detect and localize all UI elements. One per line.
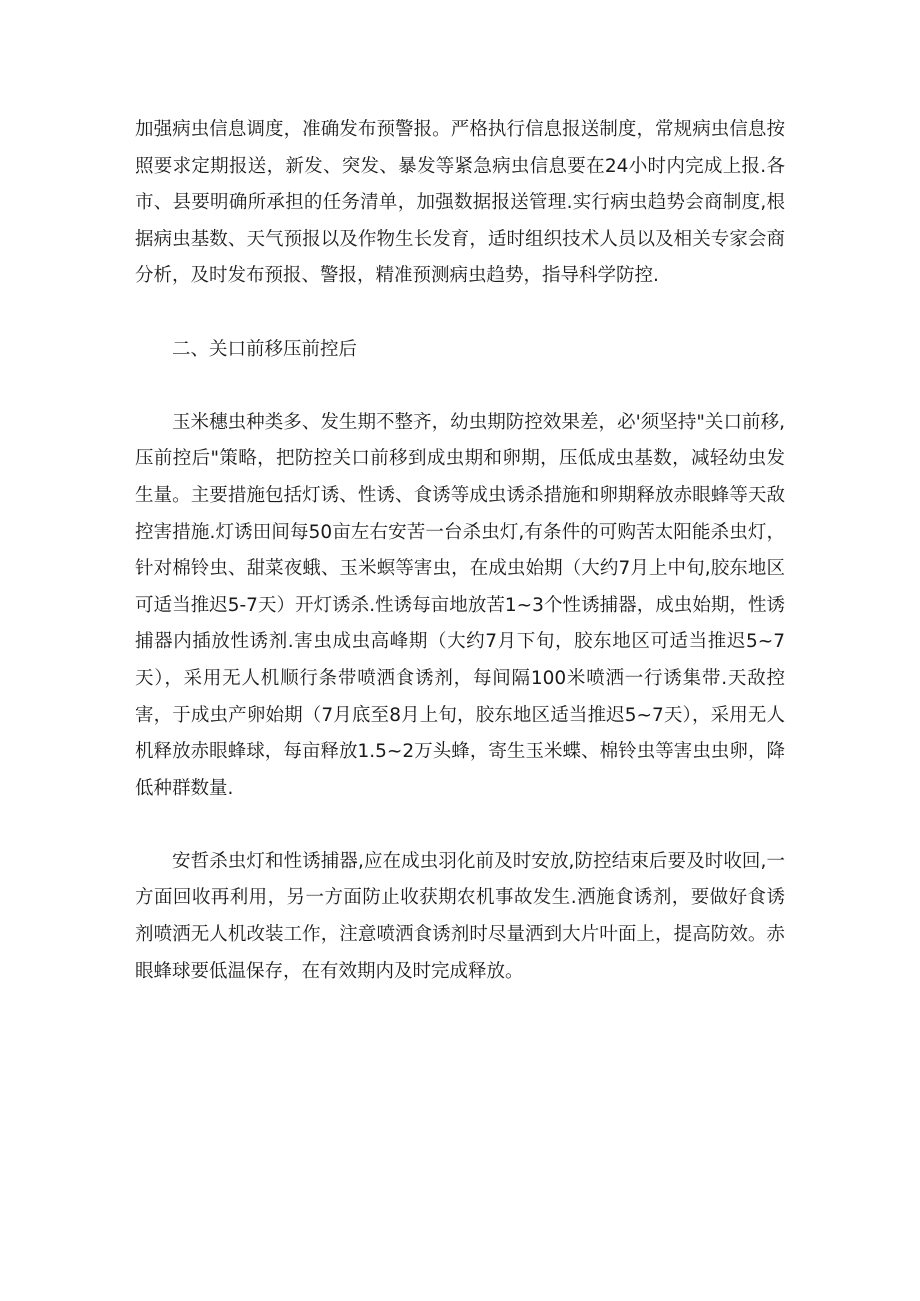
document-body bbox=[135, 112, 785, 990]
paragraph-control-measures: 玉米穗虫种类多、发生期不整齐，幼虫期防控效果差，必'须坚持"关口前移,压前控后"策略，把防控关口前移到成虫期和卵期，压低成虫基数，减轻幼虫发生量。主要措施包括灯诱、性诱、食诱等成虫诱杀措施和卵期释放赤眼蜂等天敌控害措施.灯诱田间每50亩左右安苦一台杀虫灯,有条件的可购苦太阳能杀虫灯，针对棉铃虫、甜菜夜蛾、玉米螟等害虫，在成虫始期（大约7月上中旬,胶东地区可适当推迟5-7天）开灯诱杀.性诱每亩地放苦1~3个性诱捕器，成虫始期，性诱捕器内插放性诱剂.害虫成虫高峰期（大约7月下旬，胶东地区可适当推迟5~7天），采用无人机顺行条带喷洒食诱剂，每间隔100米喷洒一行诱集带.天敌控害，于成虫产卵始期（7月底至8月上旬，胶东地区适当推迟5~7天），采用无人机释放赤眼蜂球，每亩释放1.5~2万头蜂，寄生玉米蝶、棉铃虫等害虫虫卵，降低种群数量. bbox=[135, 411, 785, 799]
paragraph-info-dispatch: 加强病虫信息调度，准确发布预警报。严格执行信息报送制度，常规病虫信息按照要求定期报送，新发、突发、暴发等紧急病虫信息要在24小时内完成上报.各市、县要明确所承担的任务清单，加强数据报送管理.实行病虫趋势会商制度,根据病虫基数、天气预报以及作物生长发育，适时组织技术人员以及相关专家会商分析，及时发布预报、警报，精准预测病虫趋势，指导科学防控. bbox=[135, 119, 785, 287]
section-heading: 二、关口前移压前控后 bbox=[172, 338, 358, 360]
paragraph-installation-notes: 安哲杀虫灯和性诱捕器,应在成虫羽化前及时安放,防控结束后要及时收回,一方面回收再利用，另一方面防止收获期农机事故发生.洒施食诱剂，要做好食诱剂喷洒无人机改装工作，注意喷洒食诱剂时尽量洒到大片叶面上，提高防效。赤眼蜂球要低温保存，在有效期内及时完成释放。 bbox=[135, 850, 785, 982]
